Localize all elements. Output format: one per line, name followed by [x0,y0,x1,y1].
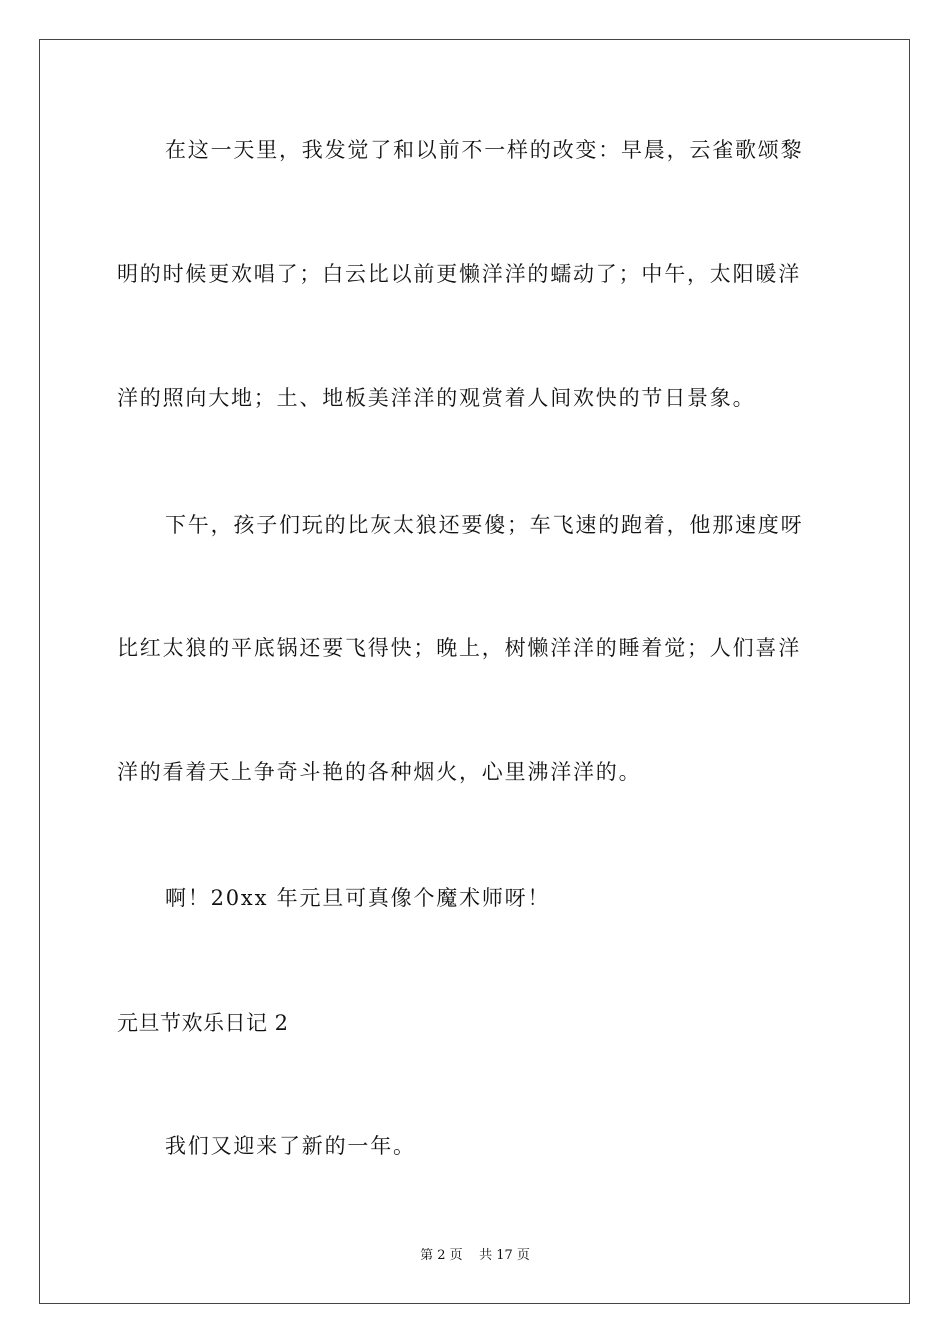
page-footer: 第 2 页 共 17 页 [420,1248,530,1263]
page-border [39,39,910,1304]
section-heading: 元旦节欢乐日记 2 [117,1011,289,1035]
paragraph-4: 我们又迎来了新的一年。 [165,1134,416,1158]
paragraph-2-line-3: 洋的看着天上争奇斗艳的各种烟火，心里沸洋洋的。 [117,760,642,784]
paragraph-1-line-2: 明的时候更欢唱了；白云比以前更懒洋洋的蠕动了；中午，太阳暖洋 [117,262,801,286]
paragraph-1-line-3: 洋的照向大地；土、地板美洋洋的观赏着人间欢快的节日景象。 [117,386,756,410]
paragraph-1-line-1: 在这一天里，我发觉了和以前不一样的改变：早晨，云雀歌颂黎 [165,138,804,162]
paragraph-2-line-2: 比红太狼的平底锅还要飞得快；晚上，树懒洋洋的睡着觉；人们喜洋 [117,636,801,660]
paragraph-2-line-1: 下午，孩子们玩的比灰太狼还要傻；车飞速的跑着，他那速度呀 [165,513,804,537]
paragraph-3: 啊！20xx 年元旦可真像个魔术师呀！ [165,886,551,910]
